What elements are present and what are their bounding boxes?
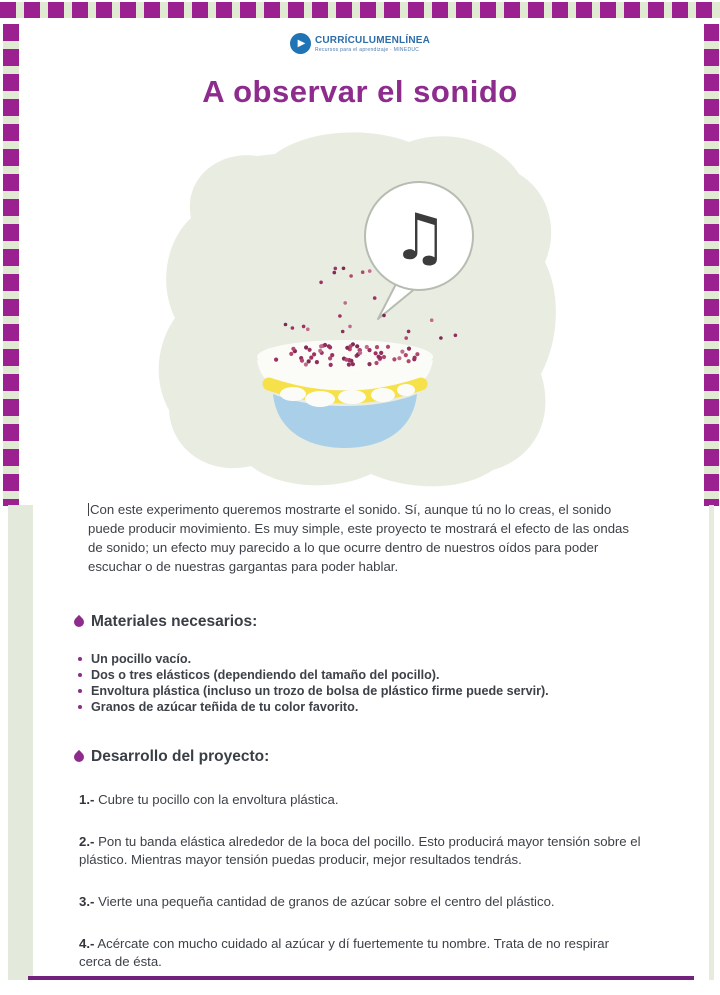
development-heading: Desarrollo del proyecto:: [74, 748, 269, 766]
list-item: Envoltura plástica (incluso un trozo de bolsa de plástico firme puede servir).: [78, 683, 638, 699]
logo: [0, 33, 720, 54]
step-2: 2.- Pon tu banda elástica alrededor de la boca del pocillo. Esto producirá mayor tensión sobre el plástico. Mientras mayor tensión puedas producir, mejor resultados tendrás.: [79, 834, 641, 867]
drop-bullet-icon: [72, 750, 86, 764]
materials-list: [78, 651, 638, 715]
text-cursor: [88, 503, 89, 516]
illustration-svg: [157, 126, 563, 500]
logo-tagline-text: Recursos para el aprendizaje · MINEDUC: [314, 47, 420, 53]
play-icon: ▶: [290, 33, 311, 54]
step-1: 1.- Cubre tu pocillo con la envoltura plástica.: [79, 792, 339, 807]
logo-brand-text: CURRÍCULUMENLÍNEA: [314, 35, 431, 46]
list-item: Granos de azúcar teñida de tu color favorito.: [78, 699, 638, 715]
page-title: A observar el sonido: [202, 74, 518, 109]
music-note-icon: ♫: [391, 201, 449, 275]
border-strip-left: [8, 505, 33, 980]
list-item: Un pocillo vacío.: [78, 651, 638, 667]
list-item: Dos o tres elásticos (dependiendo del tamaño del pocillo).: [78, 667, 638, 683]
experiment-illustration: [157, 126, 563, 500]
step-4: 4.- Acércate con mucho cuidado al azúcar y dí fuertemente tu nombre. Trata de no respirar cerca de ésta.: [79, 936, 609, 969]
materials-heading: Materiales necesarios:: [74, 613, 257, 631]
intro-paragraph: Con este experimento queremos mostrarte el sonido. Sí, aunque tú no lo creas, el sonido puede producir movimiento. Es muy simple, este proyecto te mostrará el efecto de las ondas de sonido; un efecto muy parecido a lo que ocurre dentro de nuestros oídos para poder escuchar o de nuestras gargantas para poder hablar.: [88, 502, 629, 574]
drop-bullet-icon: [72, 615, 86, 629]
dashed-border-top: [0, 2, 720, 18]
steps-list: [79, 791, 644, 995]
step-3: 3.- Vierte una pequeña cantidad de granos de azúcar sobre el centro del plástico.: [79, 894, 555, 909]
border-strip-right: [709, 505, 714, 980]
